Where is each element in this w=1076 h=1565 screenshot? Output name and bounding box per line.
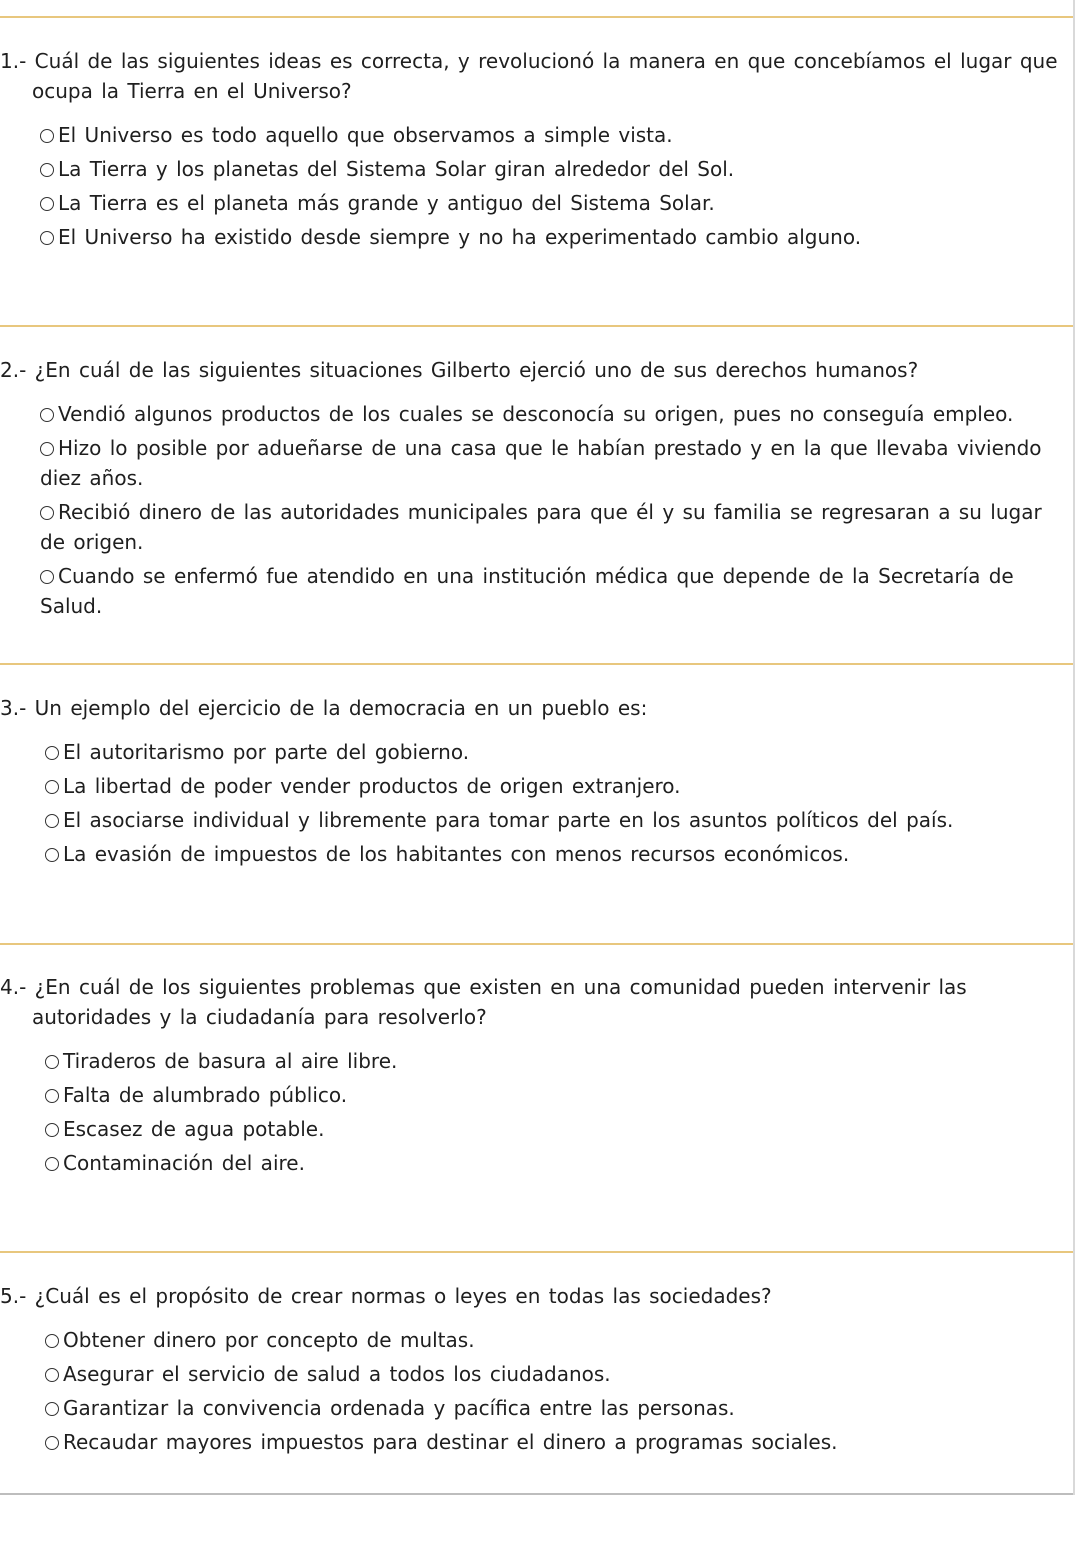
divider xyxy=(0,1251,1073,1253)
option[interactable]: La Tierra y los planetas del Sistema Solar giran alrededor del Sol. xyxy=(40,154,1070,184)
question-text: 3.- Un ejemplo del ejercicio de la democracia en un pueblo es: xyxy=(0,696,648,720)
question-2 xyxy=(0,355,1070,621)
option[interactable]: Recibió dinero de las autoridades municipales para que él y su familia se regresaran a su lugar de origen. xyxy=(40,500,1042,554)
radio-icon[interactable] xyxy=(45,1334,59,1348)
divider xyxy=(0,943,1073,945)
question-4 xyxy=(0,972,1070,1178)
option[interactable]: El Universo ha existido desde siempre y no ha experimentado cambio alguno. xyxy=(40,222,1070,252)
options-list xyxy=(0,120,1070,252)
divider xyxy=(0,16,1073,18)
radio-icon[interactable] xyxy=(45,1055,59,1069)
radio-icon[interactable] xyxy=(40,129,54,143)
question-text: 2.- ¿En cuál de las siguientes situaciones Gilberto ejerció uno de sus derechos humanos? xyxy=(0,358,919,382)
radio-icon[interactable] xyxy=(40,408,54,422)
option[interactable]: El asociarse individual y libremente para tomar parte en los asuntos políticos del país. xyxy=(45,805,1070,835)
radio-icon[interactable] xyxy=(45,1436,59,1450)
radio-icon[interactable] xyxy=(45,1157,59,1171)
question-1 xyxy=(0,46,1070,252)
question-text: 5.- ¿Cuál es el propósito de crear normas o leyes en todas las sociedades? xyxy=(0,1284,772,1308)
option[interactable]: Falta de alumbrado público. xyxy=(45,1080,1070,1110)
radio-icon[interactable] xyxy=(40,163,54,177)
option[interactable]: La Tierra es el planeta más grande y antiguo del Sistema Solar. xyxy=(40,188,1070,218)
radio-icon[interactable] xyxy=(40,442,54,456)
option[interactable]: La evasión de impuestos de los habitantes con menos recursos económicos. xyxy=(45,839,1070,869)
option[interactable]: Obtener dinero por concepto de multas. xyxy=(45,1325,1070,1355)
radio-icon[interactable] xyxy=(40,197,54,211)
question-text: 1.- Cuál de las siguientes ideas es correcta, y revolucionó la manera en que concebíamos el lugar que ocupa la Tierra en el Universo? xyxy=(0,49,1058,103)
options-list xyxy=(0,399,1070,621)
radio-icon[interactable] xyxy=(45,1089,59,1103)
radio-icon[interactable] xyxy=(45,1402,59,1416)
radio-icon[interactable] xyxy=(45,780,59,794)
radio-icon[interactable] xyxy=(45,1368,59,1382)
radio-icon[interactable] xyxy=(45,746,59,760)
divider xyxy=(0,325,1073,327)
option[interactable]: Contaminación del aire. xyxy=(45,1148,1070,1178)
bottom-divider xyxy=(0,1493,1073,1495)
option[interactable]: El Universo es todo aquello que observamos a simple vista. xyxy=(40,120,1070,150)
option[interactable]: Garantizar la convivencia ordenada y pacífica entre las personas. xyxy=(45,1393,1070,1423)
radio-icon[interactable] xyxy=(45,814,59,828)
question-3 xyxy=(0,693,1070,869)
option[interactable]: La libertad de poder vender productos de origen extranjero. xyxy=(45,771,1070,801)
options-list xyxy=(0,1046,1070,1178)
radio-icon[interactable] xyxy=(40,570,54,584)
radio-icon[interactable] xyxy=(40,231,54,245)
option[interactable]: Escasez de agua potable. xyxy=(45,1114,1070,1144)
option[interactable]: El autoritarismo por parte del gobierno. xyxy=(45,737,1070,767)
option[interactable]: Tiraderos de basura al aire libre. xyxy=(45,1046,1070,1076)
radio-icon[interactable] xyxy=(45,848,59,862)
options-list xyxy=(0,737,1070,869)
radio-icon[interactable] xyxy=(45,1123,59,1137)
right-border xyxy=(1073,0,1075,1495)
option[interactable]: Hizo lo posible por adueñarse de una casa que le habían prestado y en la que llevaba viviendo diez años. xyxy=(40,436,1042,490)
option[interactable]: Asegurar el servicio de salud a todos los ciudadanos. xyxy=(45,1359,1070,1389)
question-5 xyxy=(0,1281,1070,1457)
question-text: 4.- ¿En cuál de los siguientes problemas que existen en una comunidad pueden intervenir las autoridades y la ciudadanía para resolverlo? xyxy=(0,975,967,1029)
radio-icon[interactable] xyxy=(40,506,54,520)
options-list xyxy=(0,1325,1070,1457)
option[interactable]: Recaudar mayores impuestos para destinar el dinero a programas sociales. xyxy=(45,1427,1070,1457)
divider xyxy=(0,663,1073,665)
option[interactable]: Vendió algunos productos de los cuales se desconocía su origen, pues no conseguía empleo. xyxy=(40,399,1070,429)
option[interactable]: Cuando se enfermó fue atendido en una institución médica que depende de la Secretaría de Salud. xyxy=(40,564,1014,618)
